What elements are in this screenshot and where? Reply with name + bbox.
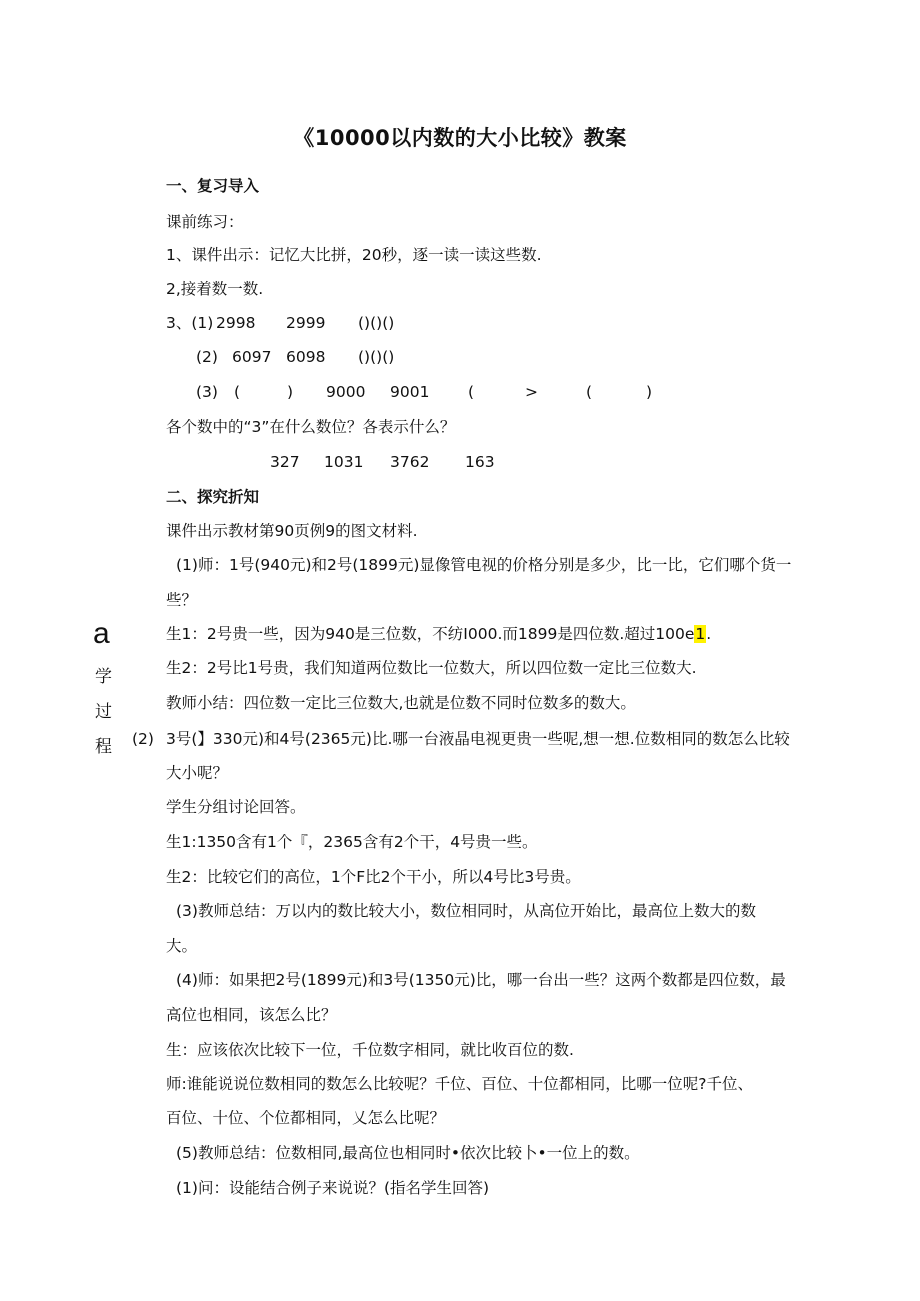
question-1-line-2: 些？ [166,591,198,609]
question-2-line-1: 3号(】330元)和4号(2365元)比.哪一台液晶电视更贵一些呢,想一想.位数相同的数怎么比较 [166,730,790,748]
exercise-3-3-number-b: 9001 [390,383,430,401]
exercise-3-2-number-b: 6098 [286,348,326,366]
group-discussion: 学生分组讨论回答。 [166,798,306,816]
material-line: 课件出示教材第90页例9的图文材料. [166,522,418,540]
place-value-question: 各个数中的“3”在什么数位？各表示什么？ [166,418,456,436]
side-label-guo: 过 [95,702,112,722]
side-label-a: a [93,617,110,650]
side-label-cheng: 程 [95,737,112,757]
student-2-answer: 生2：2号比1号贵，我们知道两位数比一位数大，所以四位数一定比三位数大. [166,659,697,677]
question-1-line-1: (1)师：1号(940元)和2号(1899元)显像管电视的价格分别是多少，比一比，它们哪个货一 [176,556,792,574]
question-5: (5)教师总结：位数相同,最高位也相同时•依次比较卜•一位上的数。 [176,1144,640,1162]
exercise-3-1-blanks: ()()() [358,314,395,332]
exercise-item-2: 2,接着数一数. [166,280,264,298]
question-2-line-2: 大小呢？ [166,764,229,782]
exercise-3-3-number-a: 9000 [326,383,366,401]
exercise-3-1-label: 3、(1) [166,314,214,332]
exercise-3-2-blanks: ()()() [358,348,395,366]
exercise-3-3-paren-close-3: ) [646,383,653,401]
student-2b-answer: 生2：比较它们的高位，1个F比2个干小，所以4号比3号贵。 [166,868,581,886]
side-label-xue: 学 [95,667,112,687]
highlighted-text: 1 [695,625,706,643]
document-title: 《10000以内数的大小比较》教案 [293,126,627,150]
exercise-3-3-paren-close-1: ) [287,383,294,401]
question-4-line-1: (4)师：如果把2号(1899元)和3号(1350元)比，哪一台出一些？这两个数都是四位数，最 [176,971,786,989]
student-1-answer-end: . [706,625,712,643]
question-4-line-2: 高位也相同，该怎么比？ [166,1006,337,1024]
student-1-answer-text: 生1：2号贵一些，因为940是三位数，不纺I000.而1899是四位数.超过100e [166,625,695,643]
student-1b-answer: 生1:1350含有1个『，2365含有2个干，4号贵一些。 [166,833,538,851]
exercise-3-3-paren-open-3: ( [586,383,593,401]
question-2-label: (2) [132,730,154,748]
exercise-3-3-symbol: > [525,383,538,401]
question-3-line-1: (3)教师总结：万以内的数比较大小，数位相同时，从高位开始比，最高位上数大的数 [176,902,756,920]
number-item: 3762 [390,453,430,471]
section-heading-explore: 二、探究折知 [166,488,260,506]
exercise-3-2-label: (2) [196,348,218,366]
student-1-answer [166,624,711,644]
number-item: 1031 [324,453,364,471]
number-item: 327 [270,453,300,471]
pre-exercise-label: 课前练习： [166,213,244,231]
exercise-3-3-paren-open-1: ( [234,383,241,401]
exercise-3-1-number-a: 2998 [216,314,256,332]
question-3-line-2: 大。 [166,937,198,955]
section-heading-review: 一、复习导入 [166,177,260,195]
teacher-question-line-2: 百位、十位、个位都相同，乂怎么比呢？ [166,1109,446,1127]
student-answer: 生：应该依次比较下一位，千位数字相同，就比收百位的数. [166,1041,574,1059]
number-item: 163 [465,453,495,471]
exercise-3-2-number-a: 6097 [232,348,272,366]
exercise-3-3-label: (3) [196,383,218,401]
exercise-item-1: 1、课件出示：记忆大比拼，20秒，逐一读一读这些数. [166,246,542,264]
exercise-3-1-number-b: 2999 [286,314,326,332]
exercise-3-3-paren-open-2: ( [468,383,475,401]
teacher-question-line-1: 师:谁能说说位数相同的数怎么比较呢？千位、百位、十位都相同，比哪一位呢?千位、 [166,1075,753,1093]
question-1b: (1)问：设能结合例子来说说？(指名学生回答) [176,1179,490,1197]
teacher-summary: 教师小结：四位数一定比三位数大,也就是位数不同时位数多的数大。 [166,694,636,712]
